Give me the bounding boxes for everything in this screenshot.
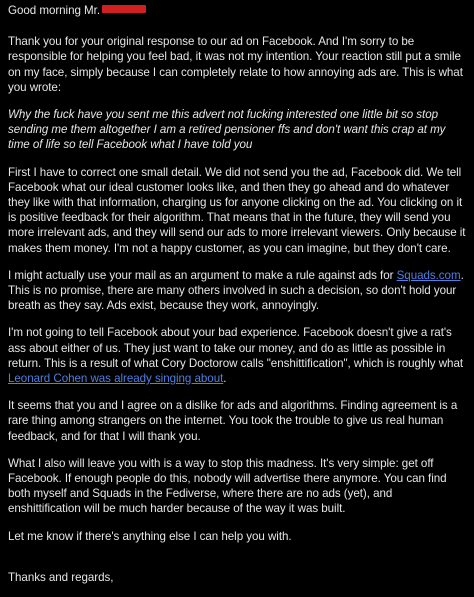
greeting-text: Good morning Mr. [8, 4, 100, 17]
quoted-message: Why the fuck have you sent me this advert not fucking interested one little bit so stop sending me them altogether I am a retired pensioner ffs and don't want this crap at my time of life so tell Facebook what I have told you [8, 108, 446, 152]
paragraph-get-off-facebook: What I also will leave you with is a way to stop this madness. It's very simple: get off Facebook. If enough people do this, nobody will advertise there anymore. You can find both myself and Squads in the Fediverse, where there are no ads (yet), and enshittification will be much harder because of the way it was built. [8, 456, 447, 516]
paragraph-ads-rule-text-1: I might actually use your mail as an argument to make a rule against ads for [8, 268, 397, 282]
paragraph-help-offer: Let me know if there's anything else I can help you with. [8, 529, 292, 543]
paragraph-ads-rule-text-2: . This is no promise, there are many others involved in such a decision, so don't hold your breath as they say. Ads exist, because they work, annoyingly. [8, 268, 464, 313]
paragraph-agreement: It seems that you and I agree on a dislike for ads and algorithms. Finding agreement is a rare thing among strangers on the internet. You took the trouble to give us real human feedback, and for that I will thank you. [8, 399, 458, 443]
signoff: Thanks and regards, [8, 570, 114, 584]
paragraph-facebook-explanation: First I have to correct one small detail. We did not send you the ad, Facebook did. We tell Facebook what our ideal customer looks like, and then they go ahead and do whatever they like with that information, charging us for anyone clicking on the ad. You clicking on it is positive feedback for their algorithm. That means that in the future, they will send you more irrelevant ads, and they will send our ads to more irrelevant viewers. Only because it makes them money. I'm not a happy customer, as you can imagine, but they don't care. [8, 165, 466, 255]
paragraph-intro: Thank you for your original response to our ad on Facebook. And I'm sorry to be responsible for helping you feel bad, it was not my intention. Your reaction still put a smile on my face, simply because I can completely relate to how annoying ads are. This is what you wrote: [8, 35, 463, 94]
squads-link[interactable]: Squads.com [396, 268, 461, 282]
paragraph-ads-rule [8, 268, 468, 314]
leonard-cohen-link[interactable]: Leonard Cohen was already singing about [8, 372, 224, 386]
greeting [8, 3, 468, 18]
redacted-name-scribble [102, 5, 146, 13]
paragraph-enshittification-text-1: I'm not going to tell Facebook about your bad experience. Facebook doesn't give a rat's ass about either of us. They just want to take our money, and do as little as possible in return. This is a result of what Cory Doctorow calls "enshittification", which is roughly what [8, 326, 464, 370]
email-body [8, 3, 468, 597]
paragraph-enshittification-text-2: . [223, 372, 227, 386]
paragraph-enshittification [8, 325, 468, 386]
